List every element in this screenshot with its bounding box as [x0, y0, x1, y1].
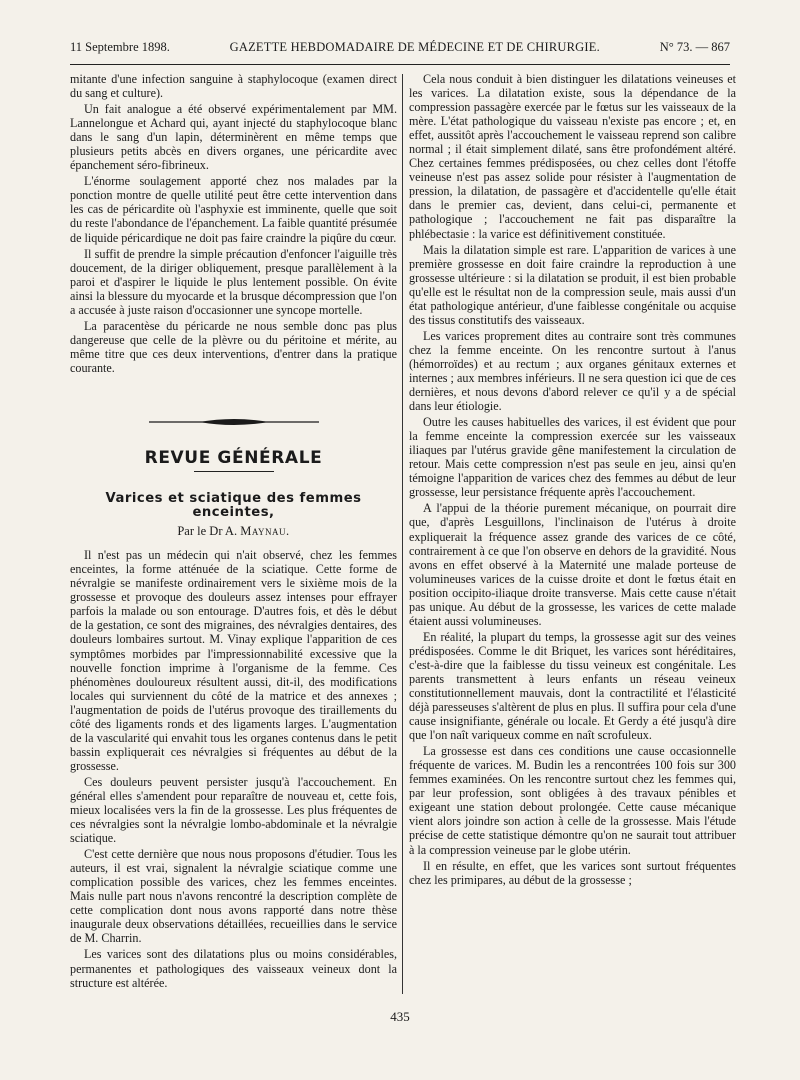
running-header	[70, 40, 730, 62]
paragraph: Les varices proprement dites au contraire sont très communes chez la femme enceinte. On les rencontre surtout à l'anus (hémorroïdes) et au rectum ; aux organes génitaux externes et internes ; aux membres inférieurs. Il ne sera question ici que de ces dernières, et nous devons d'abord relever ce qu'il y a de spécial dans leur étiologie.	[409, 328, 736, 414]
paragraph: La grossesse est dans ces conditions une cause occasionnelle fréquente de varices. M. Budin les a rencontrées 100 fois sur 300 femmes examinées. On les rencontre surtout chez les femmes qui, par leur profession, sont obligées à des travaux pénibles et exigeant une station debout prolongée. Cette cause mécanique vient alors joindre son action à celle de la grossesse. Mais l'étude précise de cette statistique démontre qu'on ne saurait tout attribuer à la compression veineuse par le globe utérin.	[409, 744, 736, 857]
paragraph: A l'appui de la théorie purement mécanique, on pourrait dire que, d'après Lesguillons, l'inclinaison de l'utérus à droite expliquerait la fréquence assez grande des varices de ce côté, contrairement à ce que l'on observe en dehors de la gravidité. Nous avons en effet observé à la Maternité une malade porteuse de volumineuses varices de la cuisse droite et dont le fœtus était en position occipito-iliaque droite transverse. Mais cette cause n'était pas unique. Au début de la grossesse, les varices de cette malade étaient aussi volumineuses.	[409, 501, 736, 628]
left-column	[70, 72, 397, 992]
ornament-rule-icon	[149, 415, 319, 429]
paragraph: Il n'est pas un médecin qui n'ait observé, chez les femmes enceintes, la forme atténuée de la sciatique. Cette forme de névralgie se manifeste ordinairement vers le sixième mois de la grossesse et provoque des douleurs assez intenses pour effrayer parfois la malade ou son entourage. D'autres fois, et dès le début de la gestation, ce sont des migraines, des névralgies dentaires, des douleurs lombaires surtout. M. Vinay explique l'apparition de ces symptômes morbides par l'impressionnabilité excessive que la nouvelle fonction imprime à l'organisme de la femme. Ces phénomènes douloureux résultent aussi, dit-il, des modifications locales qui surviennent du côté de la matrice et des annexes ; l'augmentation de poids de l'utérus provoque des tiraillements du côté des ligaments ronds et des ligaments larges. L'augmentation de la vascularité qui envahit tous les organes contenus dans le petit bassin expliquerait ces névralgies si fréquentes au début de la grossesse.	[70, 548, 397, 773]
paragraph: Ces douleurs peuvent persister jusqu'à l'accouchement. En général elles s'amendent pour reparaître de nouveau et, cette fois, mieux localisées vers la fin de la grossesse. Les plus fréquentes de ces névralgies sont la névralgie lombo-abdominale et la névralgie sciatique.	[70, 774, 397, 846]
paragraph: mitante d'une infection sanguine à staphylocoque (examen direct du sang et culture).	[70, 72, 397, 101]
paragraph: Les varices sont des dilatations plus ou moins considérables, permanentes et pathologiques des vaisseaux veineux dont la structure est altérée.	[70, 947, 397, 990]
page-number: 435	[390, 1009, 410, 1024]
paragraph: Il en résulte, en effet, que les varices sont surtout fréquentes chez les primipares, au début de la grossesse ;	[409, 858, 736, 887]
header-journal-title: GAZETTE HEBDOMADAIRE DE MÉDECINE ET DE CHIRURGIE.	[229, 40, 600, 54]
paragraph: Outre les causes habituelles des varices, il est évident que pour la femme enceinte la compression exercée sur les vaisseaux iliaques par l'utérus gravide gêne manifestement la circulation de retour. Mais cette compression n'est pas seule en jeu, ainsi qu'en témoigne l'apparition de varices chez des femmes au début de leur grossesse, leur persistance fréquente après l'accouchement.	[409, 415, 736, 500]
header-date: 11 Septembre 1898.	[70, 40, 170, 54]
article-title: Varices et sciatique des femmes enceintes,	[105, 491, 362, 521]
section-ornament	[70, 415, 397, 435]
paragraph: Il suffit de prendre la simple précaution d'enfoncer l'aiguille très doucement, de la diriger obliquement, presque parallèlement à la paroi et d'aspirer le liquide le plus lentement possible. On évite ainsi la blessure du myocarde et la brusque décompression que l'on a accusée à juste raison d'occasionner une syncope mortelle.	[70, 246, 397, 317]
paragraph: L'énorme soulagement apporté chez nos malades par la ponction montre de quelle utilité peut être cette intervention dans les cas de péricardite où l'asphyxie est imminente, quelle que soit du reste l'abondance de l'épanchement. La faible quantité présumée de liquide péricardique ne doit pas faire craindre la piqûre du cœur.	[70, 174, 397, 245]
right-column	[409, 72, 736, 889]
paragraph: La paracentèse du péricarde ne nous semble donc pas plus dangereuse que celle de la plèvre ou du péritoine et mérite, au même titre que ces deux interventions, d'entrer dans la pratique courante.	[70, 318, 397, 375]
section-title-underline	[194, 471, 274, 472]
paragraph: C'est cette dernière que nous nous proposons d'étudier. Tous les auteurs, il est vrai, signalent la névralgie sciatique comme une complication possible des varices, chez les femmes enceintes. Mais nulle part nous n'avons rencontré la description complète de cette complication dont nous avons rapporté dans notre thèse inaugurale deux observations détaillées, recueillies dans le service de M. Charrin.	[70, 847, 397, 946]
header-issue-page: N° 73. — 867	[659, 40, 730, 54]
article-byline	[70, 524, 397, 538]
column-separator	[402, 74, 403, 994]
byline-author: Maynau.	[240, 524, 290, 539]
paragraph: Mais la dilatation simple est rare. L'apparition de varices à une première grossesse en doit faire craindre la reproduction à une grossesse ultérieure : si la dilatation se produit, il est bien probable qu'elle est le résultat non de la compression seule, mais aussi d'un état pathologique antérieur, d'une faiblesse congénitale ou acquise des tissus constitutifs des vaisseaux.	[409, 242, 736, 327]
paragraph: En réalité, la plupart du temps, la grossesse agit sur des veines prédisposées. Comme le dit Briquet, les varices sont héréditaires, c'est-à-dire que la faiblesse du tissu veineux est congénitale. Les parents transmettent à leurs enfants un réseau veineux constitutionnellement mauvais, dont la contractilité et l'élasticité déjà paresseuses s'altèrent de plus en plus. Il suffira pour cela d'une cause insignifiante, générale ou locale. Et Gerdy a été jusqu'à dire que l'on naît variqueux comme en naît scrofuleux.	[409, 629, 736, 743]
byline-prefix: Par le Dr A.	[177, 524, 238, 539]
paragraph: Cela nous conduit à bien distinguer les dilatations veineuses et les varices. La dilatation existe, sous la dépendance de la compression passagère exercée par le fœtus sur les vaisseaux de la mère. L'état pathologique du vaisseau n'existe pas encore ; et, en effet, aussitôt après l'accouchement le vaisseau reprend son calibre normal ; il était simplement dilaté, sans être profondément altéré. Chez certaines femmes prédisposées, ou chez celles dont l'étoffe veineuse n'est pas assez solide pour résister à l'augmentation de pression, la dilatation, de passagère et d'accidentelle qu'elle était dans le premier cas, devient, dans celui-ci, permanente et pathologique ; l'accouchement ne fait pas disparaître la phlébectasie : la varice est définitivement constituée.	[409, 72, 736, 241]
header-rule	[70, 64, 730, 65]
paragraph: Un fait analogue a été observé expérimentalement par MM. Lannelongue et Achard qui, ayant injecté du staphylocoque blanc dans le sang d'un lapin, déterminèrent en même temps que plusieurs petits abcès en divers organes, une péricardite avec épanchement séro-fibrineux.	[70, 102, 397, 173]
section-title: REVUE GÉNÉRALE	[144, 447, 323, 468]
